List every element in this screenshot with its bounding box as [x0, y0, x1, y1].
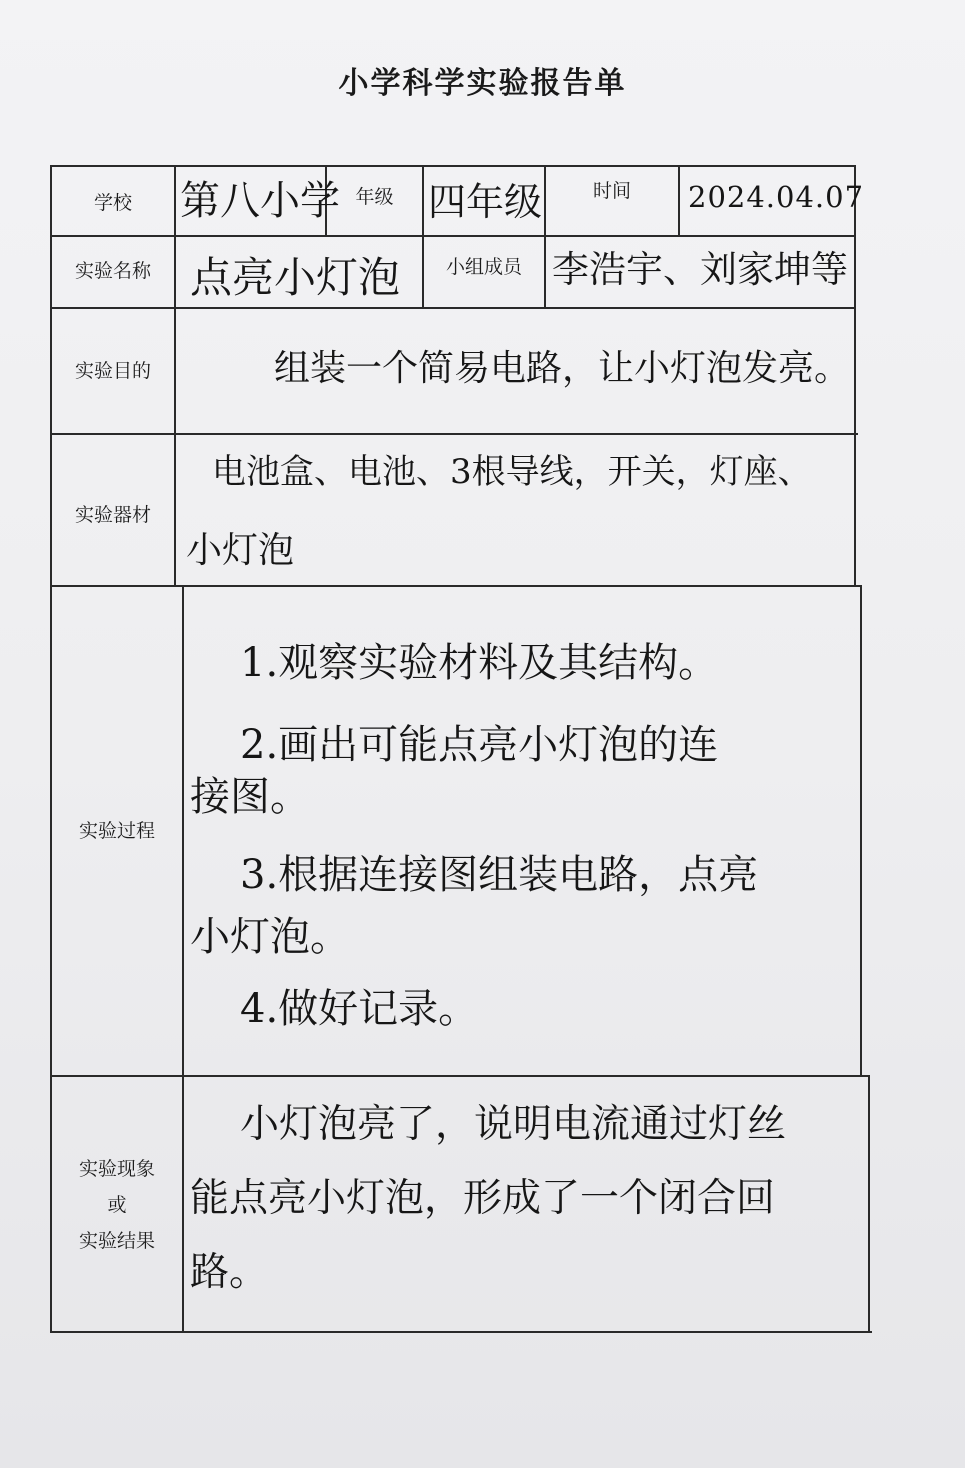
- school-value: 第八小学: [180, 178, 340, 224]
- experiment-name-label: 实验名称: [74, 260, 151, 282]
- process-step-2: 2.画出可能点亮小灯泡的连: [240, 722, 719, 768]
- row1-divider-b: [422, 165, 424, 307]
- process-step-1: 1.观察实验材料及其结构。: [240, 640, 719, 686]
- result-line-3: 路。: [190, 1250, 269, 1295]
- group-members-value: 李浩宇、刘家坤等: [552, 248, 848, 291]
- process-step-3: 3.根据连接图组装电路，点亮: [240, 852, 759, 898]
- row-divider-5: [50, 1075, 870, 1077]
- table-border-bottom: [50, 1331, 872, 1333]
- row-divider-3: [50, 433, 858, 435]
- time-label: 时间: [592, 180, 631, 202]
- report-table: [50, 155, 872, 1333]
- materials-label: 实验器材: [74, 504, 151, 526]
- school-label: 学校: [93, 192, 132, 214]
- row-divider-2: [50, 307, 856, 309]
- label-column-divider-lower: [182, 585, 184, 1331]
- table-border-top: [50, 165, 856, 167]
- group-members-label: 小组成员: [445, 256, 522, 278]
- table-border-right-upper: [854, 165, 856, 585]
- result-label-line-3: 实验结果: [78, 1230, 155, 1252]
- materials-line-2: 小灯泡: [186, 530, 295, 571]
- page-title: 小学科学实验报告单: [338, 66, 627, 101]
- experiment-name-value: 点亮小灯泡: [190, 253, 401, 302]
- process-label: 实验过程: [78, 820, 155, 842]
- table-border-right-middle: [860, 585, 862, 1075]
- purpose-label: 实验目的: [74, 360, 151, 382]
- time-value: 2024.04.07: [688, 180, 865, 214]
- row-divider-4: [50, 585, 862, 587]
- purpose-value: 组装一个简易电路，让小灯泡发亮。: [274, 348, 851, 389]
- result-line-2: 能点亮小灯泡，形成了一个闭合回: [190, 1176, 776, 1221]
- process-step-2-cont: 接图。: [190, 774, 310, 820]
- table-border-right-lower: [868, 1075, 870, 1333]
- row1-divider-d: [678, 165, 680, 235]
- result-label-line-1: 实验现象: [78, 1158, 155, 1180]
- label-column-divider-upper: [174, 165, 176, 585]
- grade-label: 年级: [355, 186, 394, 208]
- row-divider-1: [50, 235, 856, 237]
- result-line-1: 小灯泡亮了，说明电流通过灯丝: [240, 1102, 787, 1147]
- result-label-line-2: 或: [107, 1194, 127, 1216]
- process-step-3-cont: 小灯泡。: [190, 914, 350, 960]
- result-label: [52, 1151, 182, 1259]
- grade-value: 四年级: [428, 180, 543, 224]
- materials-line-1: 电池盒、电池、3根导线，开关，灯座、: [212, 452, 812, 492]
- process-step-4: 4.做好记录。: [240, 986, 479, 1032]
